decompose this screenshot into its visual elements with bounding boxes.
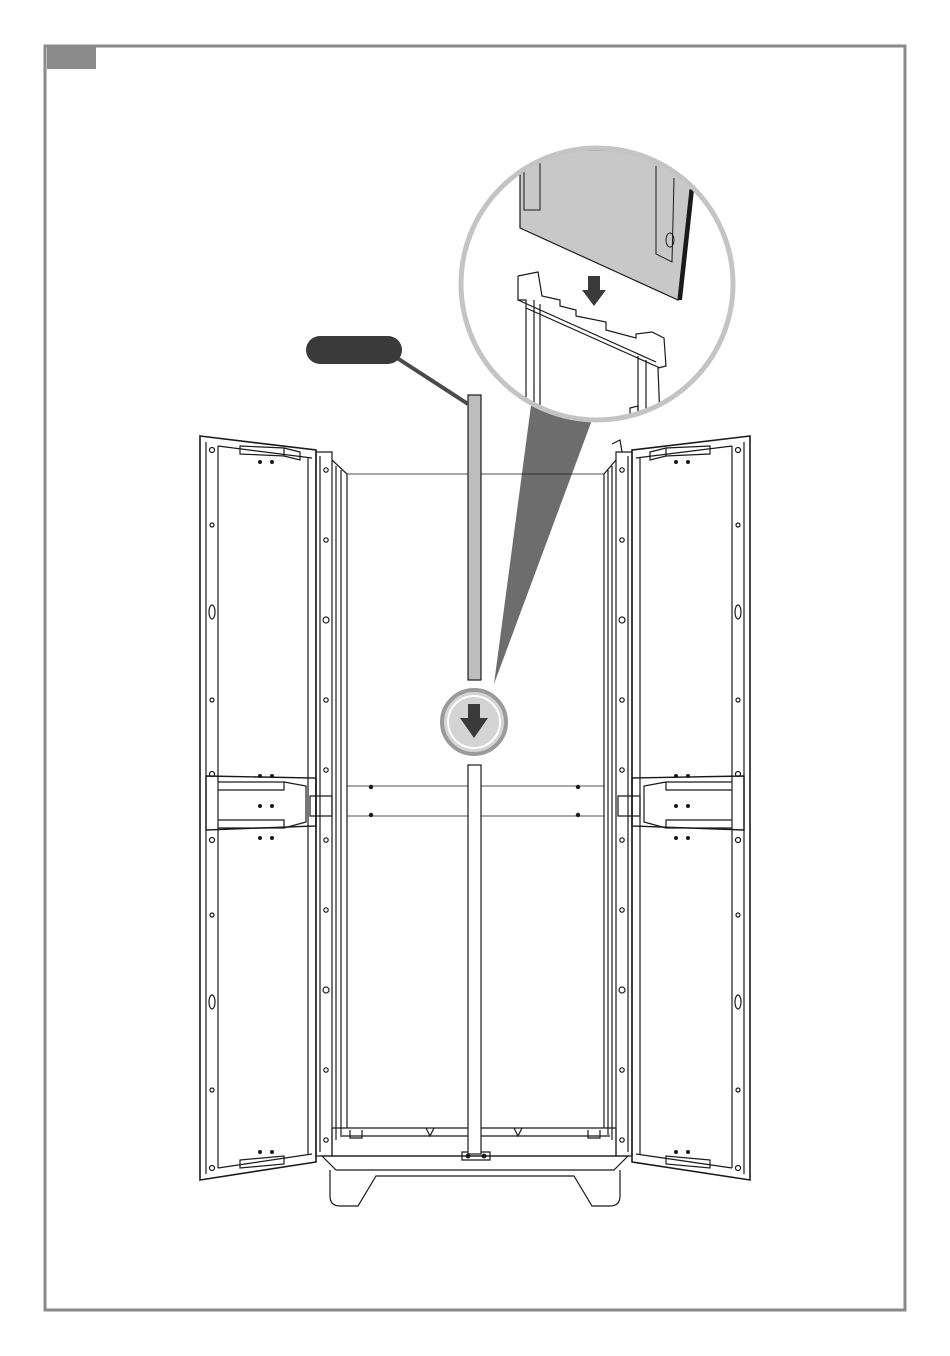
step-number-tab xyxy=(47,47,96,69)
detail-magnifier xyxy=(461,148,733,420)
pole-upper-segment xyxy=(468,395,481,680)
part-label-pill xyxy=(306,336,402,364)
support-pole xyxy=(468,395,481,1154)
part-label-leader xyxy=(394,356,468,404)
left-door xyxy=(200,436,332,1180)
pole-lower-segment xyxy=(468,765,481,1154)
detail-callout-wedge xyxy=(494,398,592,684)
insert-direction-badge xyxy=(442,690,506,754)
right-door xyxy=(612,436,750,1180)
